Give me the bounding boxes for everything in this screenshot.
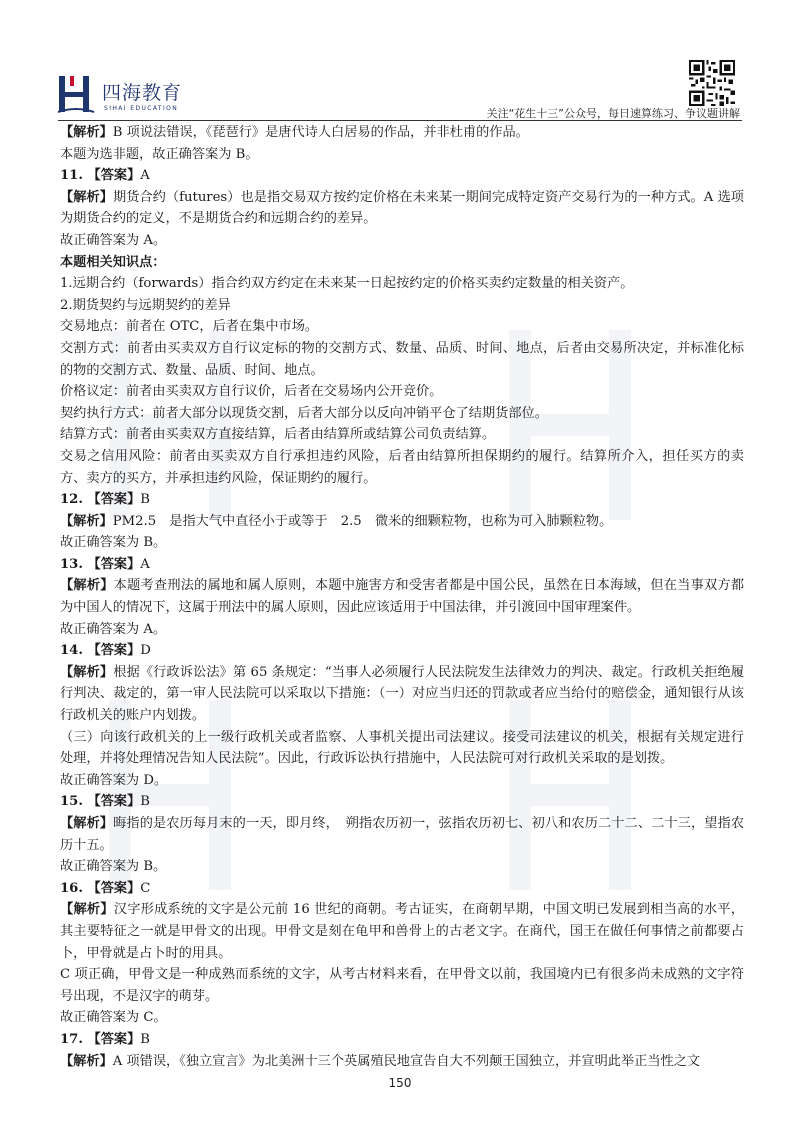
text-line: 故正确答案为 D。 <box>60 772 168 788</box>
bold-label: 【解析】 <box>60 125 113 140</box>
text-line: 交易地点：前者在 OTC，后者在集中市场。 <box>60 319 319 335</box>
logo-subtext: SIHAI EDUCATION <box>104 105 179 112</box>
logo-text: 四海教育 <box>102 82 183 104</box>
text-line: 【解析】A 项错误，《独立宣言》为北美洲十三个英属殖民地宣告自大不列颠王国独立，并宣明此举正当性之文 <box>60 1053 701 1069</box>
bold-label: 【解析】 <box>60 902 114 918</box>
bold-label: 15. <box>60 794 88 810</box>
bold-label: 16. <box>60 880 88 896</box>
text-line: 交易之信用风险：前者由买卖双方自行承担违约风险，后者由结算所担保期约的履行。结算所介入，担任买方的卖方、卖方的买方，并承担违约风险，保证期约的履行。 <box>60 448 744 486</box>
text-line: 1.远期合约（forwards）指合约双方约定在未来某一日起按约定的价格买卖约定数量的相关资产。 <box>60 276 634 292</box>
answer-line: 12. 【答案】B <box>60 492 150 508</box>
bold-label: 【解析】 <box>60 816 114 831</box>
bold-label: 13. <box>60 556 88 572</box>
text-line: 【解析】晦指的是农历每月末的一天，即月终， 朔指农历初一，弦指农历初七、初八和农历二十二、二十三，望指农历十五。 <box>60 816 745 853</box>
bold-label: 14. <box>60 643 88 659</box>
answer-line: 13. 【答案】A <box>60 556 150 572</box>
bold-label: 【答案】 <box>87 1031 141 1047</box>
qr-code-icon <box>689 60 735 106</box>
bold-label: 【答案】 <box>87 794 141 810</box>
bold-label: 【解析】 <box>60 664 114 680</box>
knowledge-heading: 本题相关知识点： <box>60 254 166 270</box>
text-line: 【解析】本题考查刑法的属地和属人原则，本题中施害方和受害者都是中国公民，虽然在日本海域，但在当事双方都为中国人的情况下，这属于刑法中的属人原则，因此应该适用于中国法律，并引渡回中国审理案件。 <box>60 578 745 616</box>
text-line: 【解析】PM2.5 是指大气中直径小于或等于 2.5 微米的细颗粒物，也称为可入肺颗粒物。 <box>60 513 613 529</box>
page-number: 150 <box>388 1076 412 1090</box>
answer-explanation-body <box>60 122 744 1072</box>
text-line: 【解析】B 项说法错误，《琵琶行》是唐代诗人白居易的作品，并非杜甫的作品。 <box>60 125 529 140</box>
text-line: 2.期货契约与远期契约的差异 <box>60 297 231 313</box>
header-tagline: 关注“花生十三”公众号，每日速算练习、争议题讲解 <box>486 107 740 120</box>
answer-line: 17. 【答案】B <box>60 1031 150 1047</box>
bold-label: 12. <box>60 492 88 508</box>
header-divider <box>58 120 742 121</box>
bold-label: 【解析】 <box>60 578 114 594</box>
bold-label: 【答案】 <box>87 643 141 659</box>
text-line: 故正确答案为 B。 <box>60 535 167 551</box>
text-line: 交割方式：前者由买卖双方自行议定标的物的交割方式、数量、品质、时间、地点，后者由交易所决定，并标准化标的物的交割方式、数量、品质、时间、地点。 <box>60 340 744 378</box>
text-line: 故正确答案为 A。 <box>60 621 167 637</box>
bold-label: 【答案】 <box>87 880 141 896</box>
text-line: 本题为选非题，故正确答案为 B。 <box>60 146 259 162</box>
bold-label: 11. <box>60 168 88 184</box>
brand-logo <box>56 72 196 118</box>
bold-label: 17. <box>60 1031 88 1047</box>
answer-line: 11. 【答案】A <box>60 168 150 184</box>
answer-line: 16. 【答案】C <box>60 880 151 896</box>
logo-mark-icon <box>56 72 96 116</box>
bold-label: 【解析】 <box>60 1053 113 1069</box>
text-line: 【解析】汉字形成系统的文字是公元前 16 世纪的商朝。考古证实，在商朝早期，中国文明已发展到相当高的水平，其主要特征之一就是甲骨文的出现。甲骨文是刻在龟甲和兽骨上的古老文字。在商代，国王在做任何事情之前都要占卜，甲骨就是占卜时的用具。 <box>60 902 744 961</box>
bold-label: 【答案】 <box>87 492 141 508</box>
bold-label: 【解析】 <box>60 513 113 529</box>
text-line: 【解析】期货合约（futures）也是指交易双方按约定价格在未来某一期间完成特定资产交易行为的一种方式。A 选项为期货合约的定义，不是期货合约和远期合约的差异。 <box>60 189 744 227</box>
text-line: 契约执行方式：前者大部分以现货交割，后者大部分以反向冲销平仓了结期货部位。 <box>60 405 548 421</box>
bold-label: 【答案】 <box>87 556 141 572</box>
answer-line: 15. 【答案】B <box>60 794 150 810</box>
text-line: 价格议定：前者由买卖双方自行议价，后者在交易场内公开竞价。 <box>60 384 443 400</box>
answer-line: 14. 【答案】D <box>60 643 151 659</box>
bold-label: 【答案】 <box>87 168 141 184</box>
text-line: 故正确答案为 A。 <box>60 232 167 248</box>
bold-label: 【解析】 <box>60 189 113 205</box>
text-line: （三）向该行政机关的上一级行政机关或者监察、人事机关提出司法建议。接受司法建议的机关，根据有关规定进行处理，并将处理情况告知人民法院”。因此，行政诉讼执行措施中，人民法院可对行政机关采取的是划拨。 <box>60 729 744 767</box>
text-line: 结算方式：前者由买卖双方直接结算，后者由结算所或结算公司负责结算。 <box>60 427 496 443</box>
text-line: C 项正确，甲骨文是一种成熟而系统的文字，从考古材料来看，在甲骨文以前，我国境内已有很多尚未成熟的文字符号出现，不是汉字的萌芽。 <box>60 967 744 1004</box>
page-header <box>0 0 800 122</box>
text-line: 【解析】根据《行政诉讼法》第 65 条规定：“当事人必须履行人民法院发生法律效力的判决、裁定。行政机关拒绝履行判决、裁定的，第一审人民法院可以采取以下措施：（一）对应当归还的罚款或者应当给付的赔偿金，通知银行从该行政机关的账户内划拨。 <box>60 664 745 724</box>
text-line: 故正确答案为 C。 <box>60 1010 167 1026</box>
text-line: 故正确答案为 B。 <box>60 859 167 875</box>
